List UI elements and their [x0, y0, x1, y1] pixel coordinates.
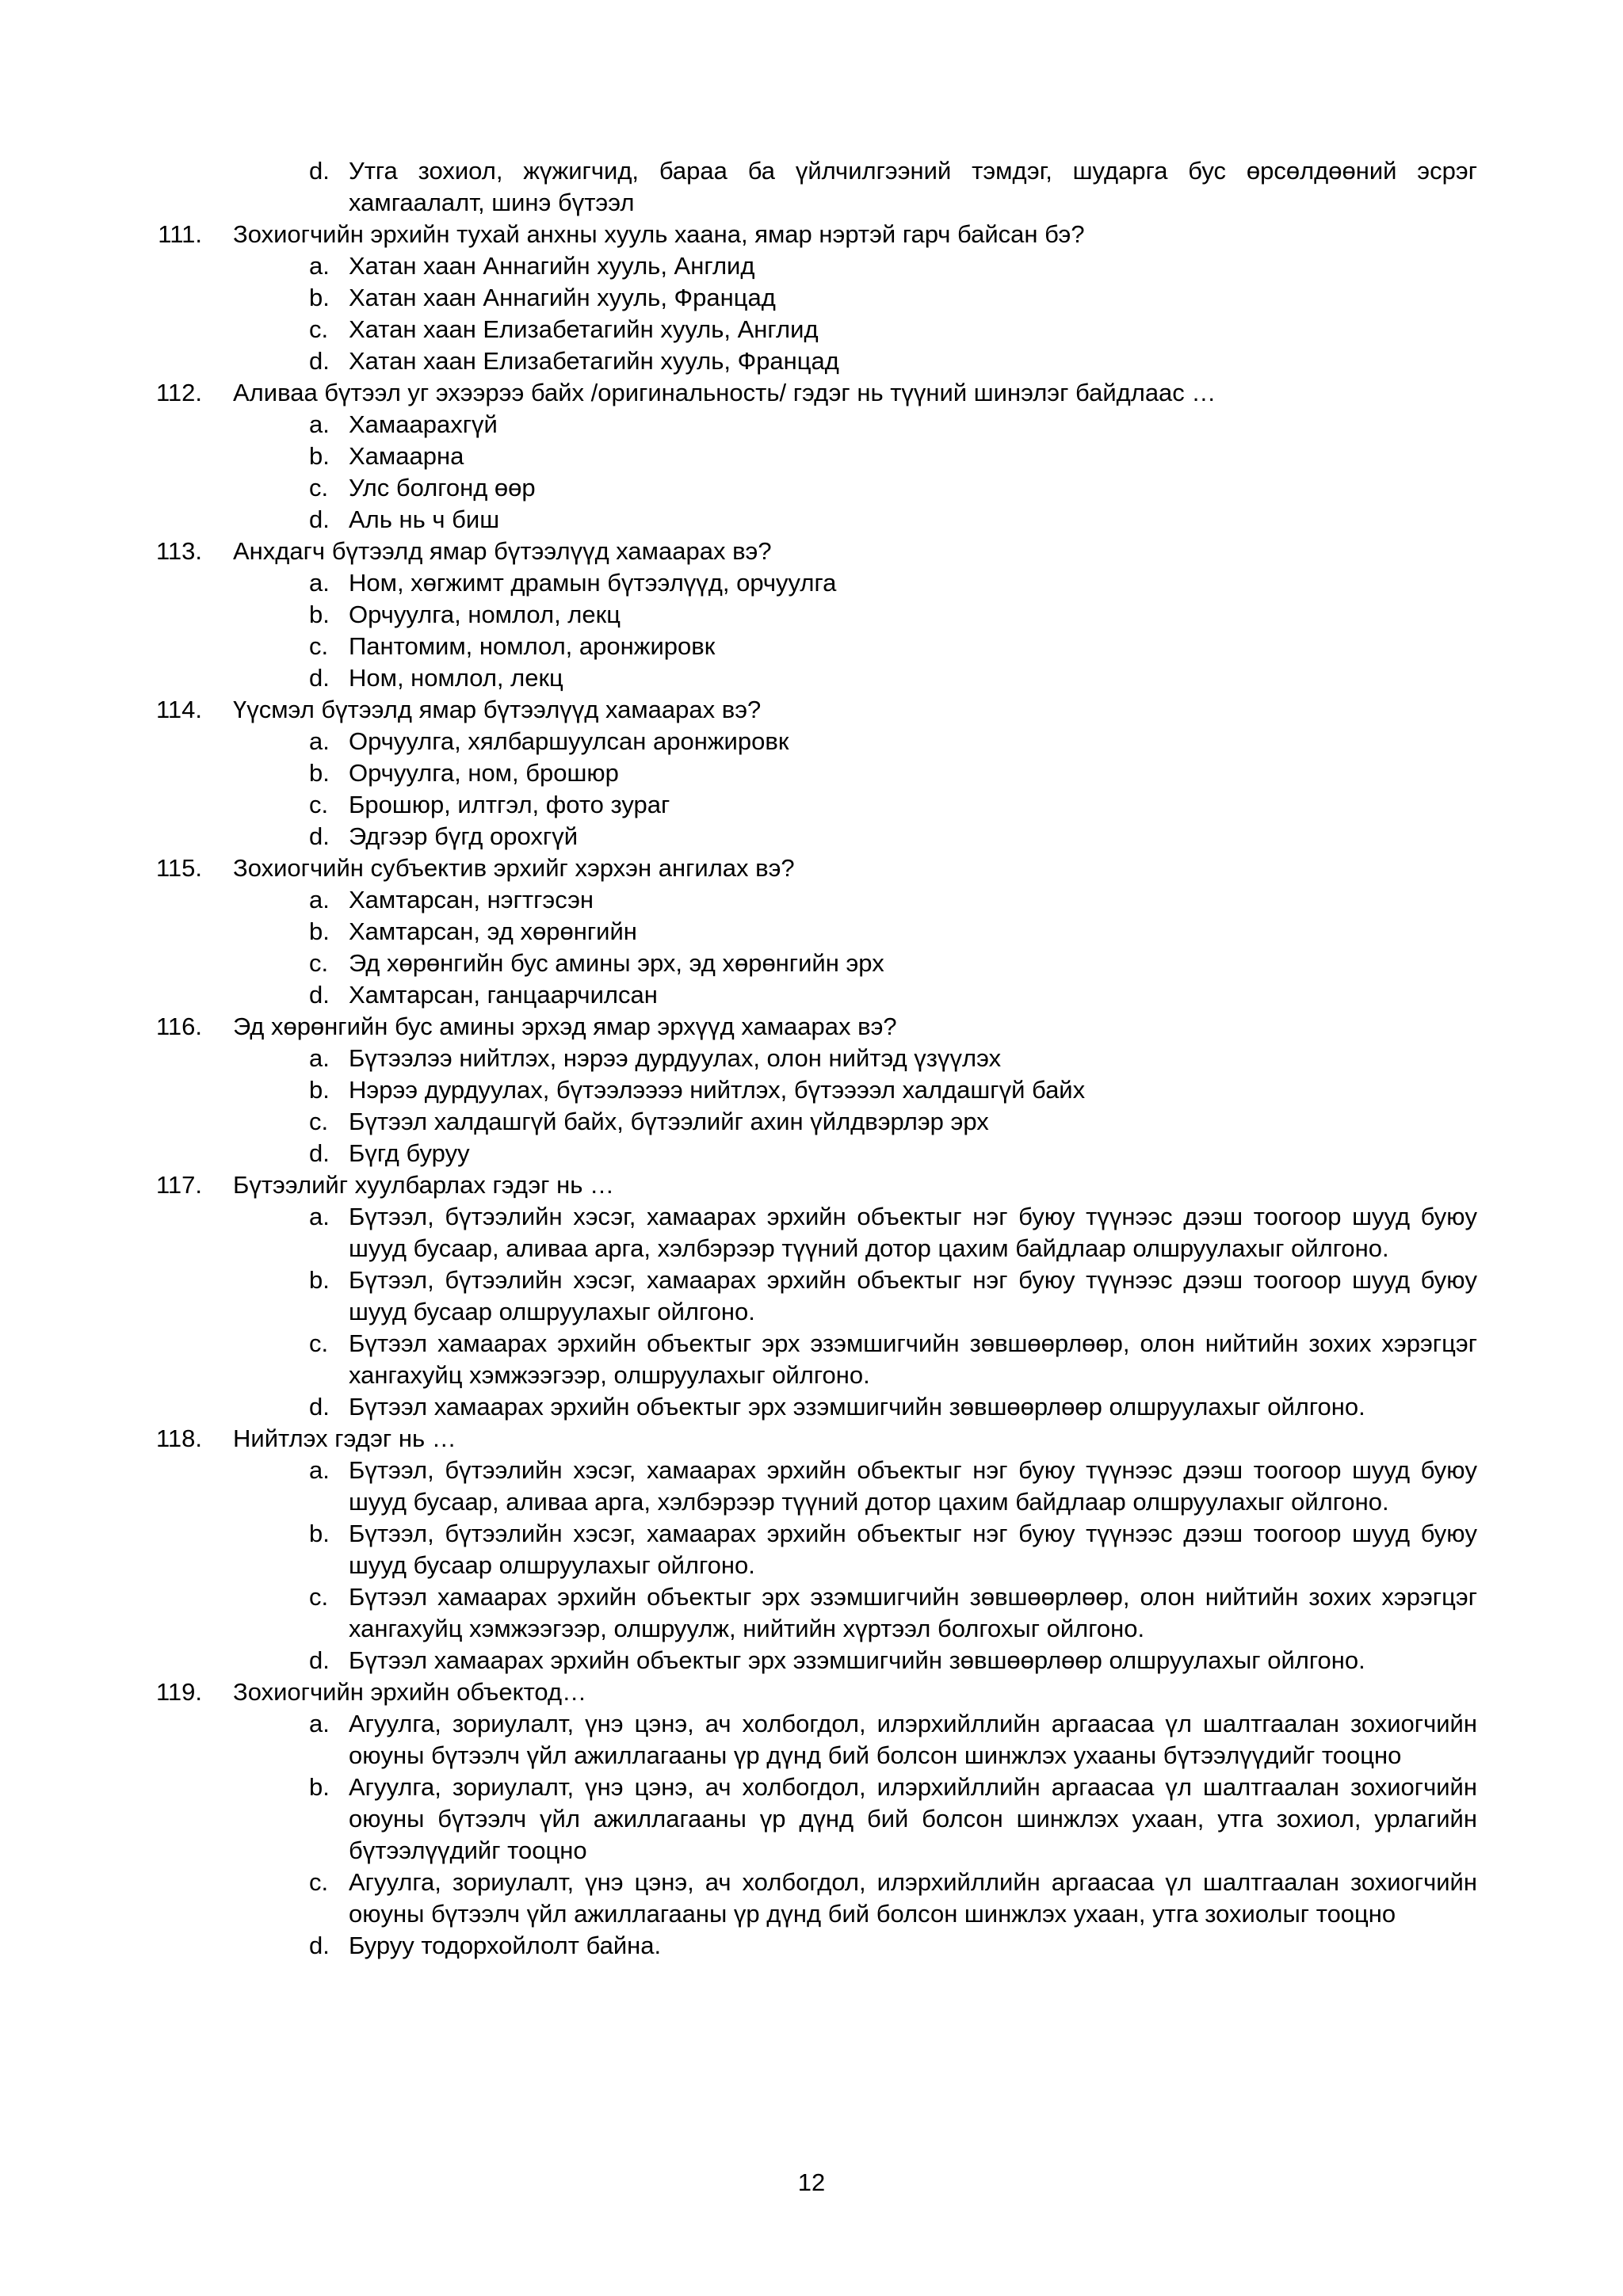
option-text: Аль нь ч биш [349, 505, 500, 533]
answer-option [0, 884, 1623, 916]
question [0, 1676, 1623, 1708]
question-text: Зохиогчийн эрхийн объектод… [233, 1678, 587, 1706]
answer-option [0, 821, 1623, 852]
option-letter: b. [309, 1773, 330, 1801]
question [0, 852, 1623, 884]
question [0, 1011, 1623, 1043]
answer-option [0, 1328, 1623, 1391]
option-text: Бүтээл, бүтээлийн хэсэг, хамаарах эрхийн объектыг нэг буюу түүнээс дээш тоогоор шууд буюу шууд бусаар олшруулахыг ойлгоно. [349, 1266, 1477, 1325]
option-text: Хатан хаан Елизабетагийн хууль, Англид [349, 315, 819, 343]
question [0, 1423, 1623, 1455]
option-text: Утга зохиол, жүжигчид, бараа ба үйлчилгээний тэмдэг, шударга бус өрсөлдөөний эсрэг хамгаалалт, шинэ бүтээл [349, 157, 1477, 216]
question-text: Зохиогчийн субъектив эрхийг хэрхэн ангилах вэ? [233, 854, 795, 882]
answer-option [0, 726, 1623, 757]
question-text: Зохиогчийн эрхийн тухай анхны хууль хаана, ямар нэртэй гарч байсан бэ? [233, 220, 1085, 248]
answer-option [0, 599, 1623, 631]
option-text: Буруу тодорхойлолт байна. [349, 1932, 662, 1959]
question-text: Анхдагч бүтээлд ямар бүтээлүүд хамаарах вэ? [233, 537, 772, 565]
answer-option [0, 282, 1623, 314]
option-text: Хамаарахгүй [349, 410, 498, 438]
answer-option [0, 1867, 1623, 1930]
option-letter: b. [309, 917, 330, 945]
option-letter: b. [309, 759, 330, 787]
option-letter: b. [309, 1520, 330, 1547]
question-text: Бүтээлийг хуулбарлах гэдэг нь … [233, 1171, 614, 1199]
answer-option [0, 1074, 1623, 1106]
question-number: 118. [155, 1425, 202, 1452]
question-number: 114. [155, 696, 202, 723]
question-list [0, 219, 1623, 1962]
answer-option [0, 1043, 1623, 1074]
question-text: Нийтлэх гэдэг нь … [233, 1425, 456, 1452]
answer-option [0, 789, 1623, 821]
option-text: Брошюр, илтгэл, фото зураг [349, 791, 670, 818]
question-number: 117. [155, 1171, 202, 1199]
answer-option [0, 662, 1623, 694]
option-letter: d. [309, 1932, 330, 1959]
document-body [0, 155, 1623, 1962]
option-text: Бүтээл, бүтээлийн хэсэг, хамаарах эрхийн объектыг нэг буюу түүнээс дээш тоогоор шууд буюу шууд бусаар, аливаа арга, хэлбэрээр түүний дотор цахим байдлаар олшруулахыг ойлгоно. [349, 1456, 1477, 1516]
answer-option [0, 948, 1623, 979]
option-letter: d. [309, 1139, 330, 1167]
answer-option [0, 757, 1623, 789]
answer-option [0, 409, 1623, 441]
option-text: Бүтээл хамаарах эрхийн объектыг эрх эзэмшигчийн зөвшөөрлөөр, олон нийтийн зохих хэрэгцэг хангахуйц хэмжээгээр, олшруулж, нийтийн хүртээл болгохыг ойлгоно. [349, 1583, 1477, 1642]
option-text: Бүтээл, бүтээлийн хэсэг, хамаарах эрхийн объектыг нэг буюу түүнээс дээш тоогоор шууд буюу шууд бусаар олшруулахыг ойлгоно. [349, 1520, 1477, 1579]
answer-option [0, 314, 1623, 345]
answer-option [0, 1138, 1623, 1169]
option-text: Бүтээл хамаарах эрхийн объектыг эрх эзэмшигчийн зөвшөөрлөөр олшруулахыг ойлгоно. [349, 1393, 1365, 1421]
answer-option [0, 916, 1623, 948]
option-text: Эд хөрөнгийн бус амины эрх, эд хөрөнгийн эрх [349, 949, 884, 977]
answer-option [0, 1772, 1623, 1867]
option-text: Агуулга, зориулалт, үнэ цэнэ, ач холбогдол, илэрхийллийн аргаасаа үл шалтгаалан зохиогчийн оюуны бүтээлч үйл ажиллагааны үр дүнд бий болсон шинжлэх ухаан, утга зохиолыг тооцно [349, 1868, 1477, 1928]
answer-option [0, 1518, 1623, 1581]
option-text: Хатан хаан Елизабетагийн хууль, Францад [349, 347, 839, 375]
option-letter: c. [309, 949, 329, 977]
answer-option [0, 441, 1623, 472]
option-letter: d. [309, 157, 330, 185]
answer-option [0, 1645, 1623, 1676]
answer-option [0, 472, 1623, 504]
question [0, 1169, 1623, 1201]
option-letter: b. [309, 1266, 330, 1294]
answer-option [0, 250, 1623, 282]
page-number: 12 [797, 2168, 826, 2196]
option-letter: c. [309, 474, 329, 502]
option-text: Бүтээл хамаарах эрхийн объектыг эрх эзэмшигчийн зөвшөөрлөөр олшруулахыг ойлгоно. [349, 1646, 1365, 1674]
option-text: Ном, хөгжимт драмын бүтээлүүд, орчуулга [349, 569, 837, 597]
question-text: Аливаа бүтээл уг эхээрээ байх /оригинальность/ гэдэг нь түүний шинэлэг байдлаас … [233, 379, 1216, 406]
answer-option [0, 1201, 1623, 1264]
question-number: 116. [155, 1013, 202, 1040]
option-text: Хамтарсан, нэгтгэсэн [349, 886, 594, 913]
option-letter: a. [309, 1456, 330, 1484]
option-text: Бүтээл халдашгүй байх, бүтээлийг ахин үйлдвэрлэр эрх [349, 1108, 989, 1135]
option-letter: c. [309, 791, 329, 818]
option-letter: b. [309, 601, 330, 628]
answer-option [0, 345, 1623, 377]
option-text: Нэрээ дурдуулах, бүтээлээээ нийтлэх, бүтээээл халдашгүй байх [349, 1076, 1086, 1104]
option-letter: c. [309, 1108, 329, 1135]
answer-option [0, 1106, 1623, 1138]
option-text: Ном, номлол, лекц [349, 664, 563, 692]
answer-option [0, 1581, 1623, 1645]
option-letter: b. [309, 442, 330, 470]
option-letter: d. [309, 822, 330, 850]
option-text: Орчуулга, номлол, лекц [349, 601, 621, 628]
question [0, 694, 1623, 726]
option-letter: d. [309, 1393, 330, 1421]
option-letter: c. [309, 1329, 329, 1357]
answer-option [0, 567, 1623, 599]
answer-option [0, 504, 1623, 536]
option-letter: d. [309, 981, 330, 1009]
option-letter: d. [309, 1646, 330, 1674]
option-text: Улс болгонд өөр [349, 474, 536, 502]
option-text: Эдгээр бүгд орохгүй [349, 822, 579, 850]
option-letter: a. [309, 886, 330, 913]
question [0, 219, 1623, 250]
question-text: Эд хөрөнгийн бус амины эрхэд ямар эрхүүд хамаарах вэ? [233, 1013, 897, 1040]
option-letter: c. [309, 1868, 329, 1896]
answer-option [0, 631, 1623, 662]
option-text: Хамтарсан, эд хөрөнгийн [349, 917, 637, 945]
option-text: Бүгд буруу [349, 1139, 470, 1167]
option-text: Орчуулга, ном, брошюр [349, 759, 619, 787]
option-text: Хамтарсан, ганцаарчилсан [349, 981, 658, 1009]
option-text: Хатан хаан Аннагийн хууль, Францад [349, 284, 776, 311]
option-letter: b. [309, 284, 330, 311]
answer-option [0, 1455, 1623, 1518]
option-text: Бүтээл, бүтээлийн хэсэг, хамаарах эрхийн объектыг нэг буюу түүнээс дээш тоогоор шууд буюу шууд бусаар, аливаа арга, хэлбэрээр түүний дотор цахим байдлаар олшруулахыг ойлгоно. [349, 1203, 1477, 1262]
option-letter: d. [309, 664, 330, 692]
option-letter: a. [309, 1710, 330, 1737]
option-letter: c. [309, 315, 329, 343]
option-letter: c. [309, 1583, 329, 1611]
answer-option [0, 1708, 1623, 1772]
answer-option [0, 979, 1623, 1011]
option-letter: a. [309, 569, 330, 597]
question [0, 536, 1623, 567]
option-text: Хамаарна [349, 442, 464, 470]
option-letter: a. [309, 252, 330, 280]
question-number: 112. [155, 379, 202, 406]
option-letter: a. [309, 1203, 330, 1230]
option-text: Бүтээлээ нийтлэх, нэрээ дурдуулах, олон нийтэд үзүүлэх [349, 1044, 1002, 1072]
question [0, 377, 1623, 409]
question-number: 111. [158, 220, 202, 248]
answer-option [0, 1264, 1623, 1328]
intro-option [0, 155, 1623, 219]
option-text: Агуулга, зориулалт, үнэ цэнэ, ач холбогдол, илэрхийллийн аргаасаа үл шалтгаалан зохиогчийн оюуны бүтээлч үйл ажиллагааны үр дүнд бий болсон шинжлэх ухаан, утга зохиол, урлагийн бүтээлүүдийг тооцно [349, 1773, 1477, 1864]
option-letter: d. [309, 505, 330, 533]
answer-option [0, 1391, 1623, 1423]
option-letter: a. [309, 1044, 330, 1072]
question-number: 115. [155, 854, 202, 882]
option-text: Бүтээл хамаарах эрхийн объектыг эрх эзэмшигчийн зөвшөөрлөөр, олон нийтийн зохих хэрэгцэг хангахуйц хэмжээгээр, олшруулахыг ойлгоно. [349, 1329, 1477, 1389]
option-text: Орчуулга, хялбаршуулсан аронжировк [349, 727, 789, 755]
option-letter: a. [309, 727, 330, 755]
option-letter: b. [309, 1076, 330, 1104]
question-number: 113. [155, 537, 202, 565]
option-letter: d. [309, 347, 330, 375]
question-text: Үүсмэл бүтээлд ямар бүтээлүүд хамаарах вэ? [233, 696, 762, 723]
answer-option [0, 1930, 1623, 1962]
option-text: Пантомим, номлол, аронжировк [349, 632, 716, 660]
question-number: 119. [155, 1678, 202, 1706]
option-text: Хатан хаан Аннагийн хууль, Англид [349, 252, 755, 280]
option-text: Агуулга, зориулалт, үнэ цэнэ, ач холбогдол, илэрхийллийн аргаасаа үл шалтгаалан зохиогчийн оюуны бүтээлч үйл ажиллагааны үр дүнд бий болсон шинжлэх ухааны бүтээлүүдийг тооцно [349, 1710, 1477, 1769]
option-letter: c. [309, 632, 329, 660]
option-letter: a. [309, 410, 330, 438]
